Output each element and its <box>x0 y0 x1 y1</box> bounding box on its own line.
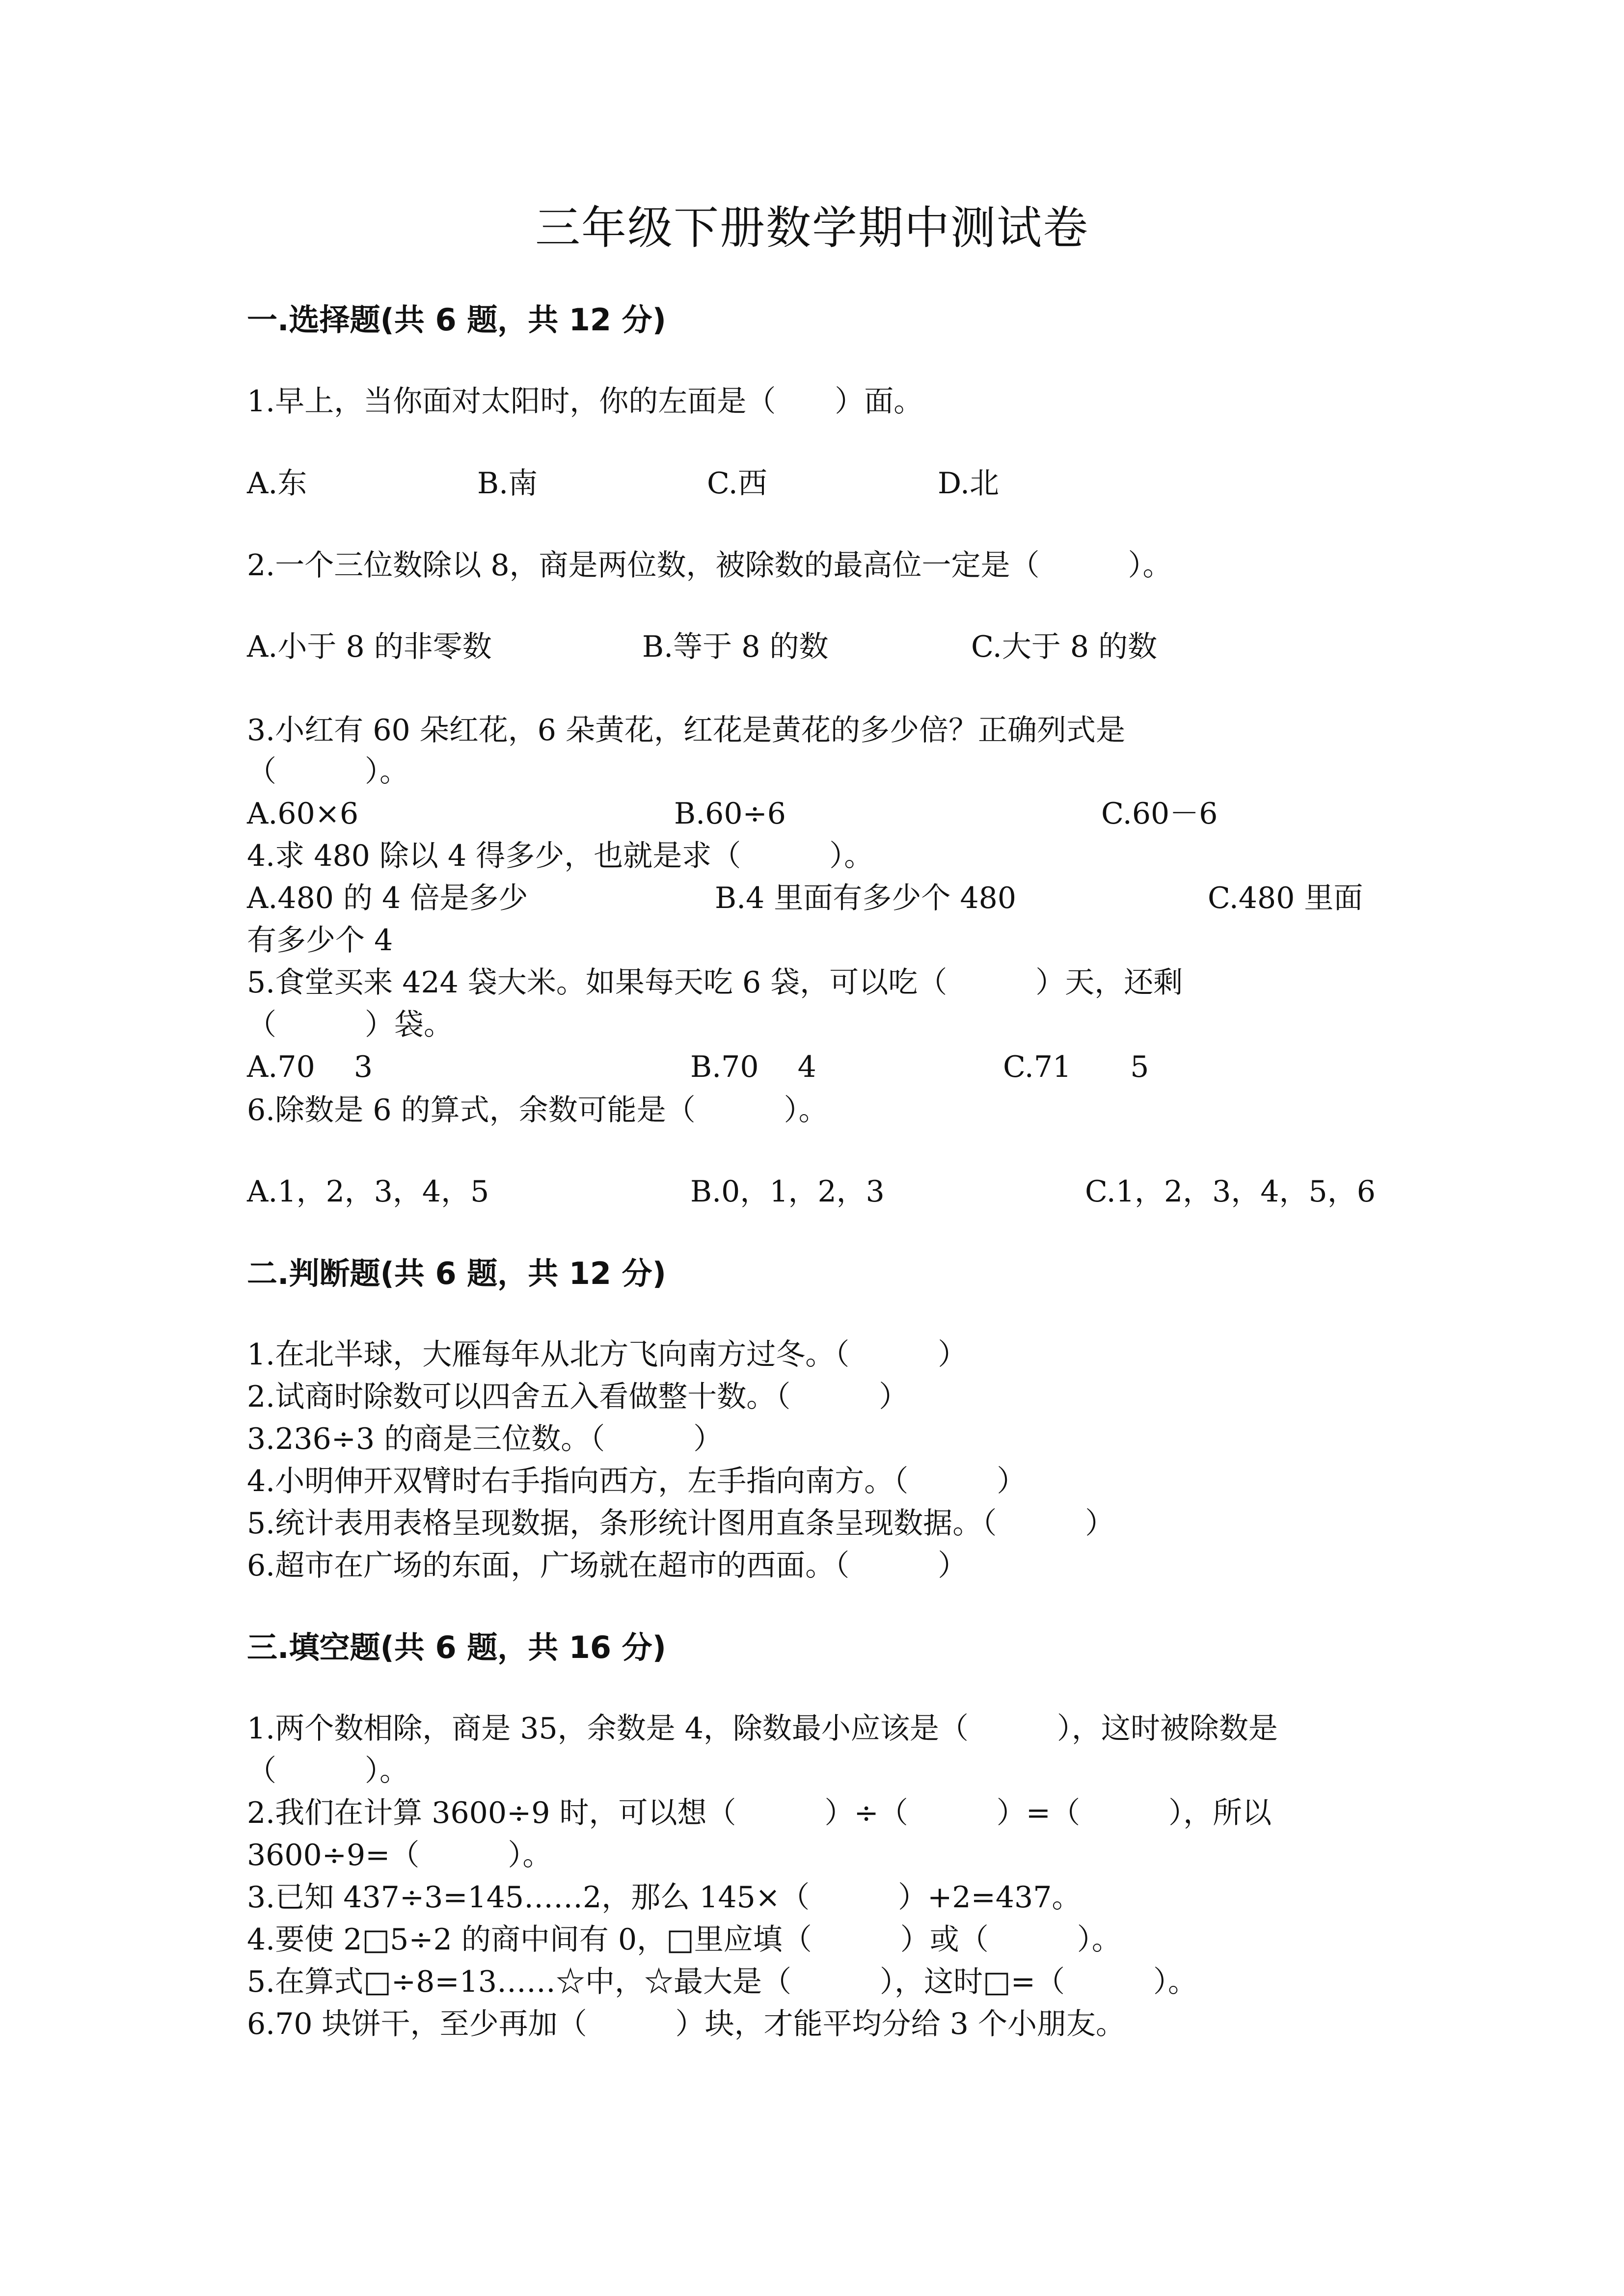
section-heading-fill: 三.填空题(共 6 题，共 16 分) <box>247 1629 666 1665</box>
judge-item-1: 1.在北半球，大雁每年从北方飞向南方过冬。（ ） <box>247 1337 968 1372</box>
fill-item-2-line2: 3600÷9=（ ）。 <box>247 1838 552 1872</box>
judge-item-3: 3.236÷3 的商是三位数。（ ） <box>247 1422 723 1456</box>
fill-item-3: 3.已知 437÷3=145……2，那么 145×（ ）+2=437。 <box>247 1880 1082 1915</box>
judge-item-5: 5.统计表用表格呈现数据，条形统计图用直条呈现数据。（ ） <box>247 1506 1115 1541</box>
fill-item-1-line1: 1.两个数相除，商是 35，余数是 4，除数最小应该是（ ），这时被除数是 <box>247 1711 1278 1746</box>
question-1-3-line2: （ ）。 <box>247 754 409 789</box>
question-1-3-line1: 3.小红有 60 朵红花，6 朵黄花，红花是黄花的多少倍？正确列式是 <box>247 713 1125 748</box>
option-1-3-b: B.60÷6 <box>674 797 786 831</box>
question-1-2: 2.一个三位数除以 8，商是两位数，被除数的最高位一定是（ ）。 <box>247 548 1172 583</box>
option-1-5-c: C.71 5 <box>1003 1050 1149 1084</box>
question-1-6: 6.除数是 6 的算式，余数可能是（ ）。 <box>247 1093 828 1127</box>
judge-item-4: 4.小明伸开双臂时右手指向西方，左手指向南方。（ ） <box>247 1464 1027 1498</box>
fill-item-6: 6.70 块饼干，至少再加（ ）块，才能平均分给 3 个小朋友。 <box>247 2007 1125 2041</box>
option-1-4-a: A.480 的 4 倍是多少 <box>247 881 528 915</box>
option-1-1-b: B.南 <box>477 466 538 501</box>
page-title: 三年级下册数学期中测试卷 <box>535 202 1089 254</box>
option-1-2-c: C.大于 8 的数 <box>971 630 1158 664</box>
option-1-6-a: A.1，2，3，4，5 <box>247 1175 489 1209</box>
option-1-3-c: C.60－6 <box>1101 797 1218 831</box>
option-1-1-d: D.北 <box>938 466 1000 501</box>
option-1-4-c: C.480 里面 <box>1208 881 1363 915</box>
question-1-1: 1.早上，当你面对太阳时，你的左面是（ ）面。 <box>247 384 923 419</box>
judge-item-2: 2.试商时除数可以四舍五入看做整十数。（ ） <box>247 1380 909 1414</box>
option-1-6-c: C.1，2，3，4，5，6 <box>1085 1175 1376 1209</box>
fill-item-5: 5.在算式□÷8=13……☆中，☆最大是（ ），这时□=（ ）。 <box>247 1965 1197 1999</box>
option-1-2-a: A.小于 8 的非零数 <box>247 630 492 664</box>
section-heading-judge: 二.判断题(共 6 题，共 12 分) <box>247 1255 666 1291</box>
question-1-4: 4.求 480 除以 4 得多少，也就是求（ ）。 <box>247 839 874 873</box>
option-1-4-c-cont: 有多少个 4 <box>247 923 393 958</box>
option-1-4-b: B.4 里面有多少个 480 <box>715 881 1017 915</box>
option-1-5-b: B.70 4 <box>690 1050 816 1084</box>
option-1-2-b: B.等于 8 的数 <box>642 630 829 664</box>
option-1-1-c: C.西 <box>707 466 767 501</box>
fill-item-4: 4.要使 2□5÷2 的商中间有 0，□里应填（ ）或（ ）。 <box>247 1922 1121 1957</box>
question-1-5-line2: （ ）袋。 <box>247 1008 453 1042</box>
fill-item-2-line1: 2.我们在计算 3600÷9 时，可以想（ ）÷（ ）=（ ），所以 <box>247 1796 1272 1830</box>
section-heading-choice: 一.选择题(共 6 题，共 12 分) <box>247 302 666 338</box>
option-1-3-a: A.60×6 <box>247 797 359 831</box>
question-1-5-line1: 5.食堂买来 424 袋大米。如果每天吃 6 袋，可以吃（ ）天，还剩 <box>247 965 1183 1000</box>
judge-item-6: 6.超市在广场的东面，广场就在超市的西面。（ ） <box>247 1548 968 1583</box>
option-1-6-b: B.0，1，2，3 <box>690 1175 885 1209</box>
option-1-5-a: A.70 3 <box>247 1050 373 1084</box>
fill-item-1-line2: （ ）。 <box>247 1754 409 1788</box>
option-1-1-a: A.东 <box>247 466 307 501</box>
